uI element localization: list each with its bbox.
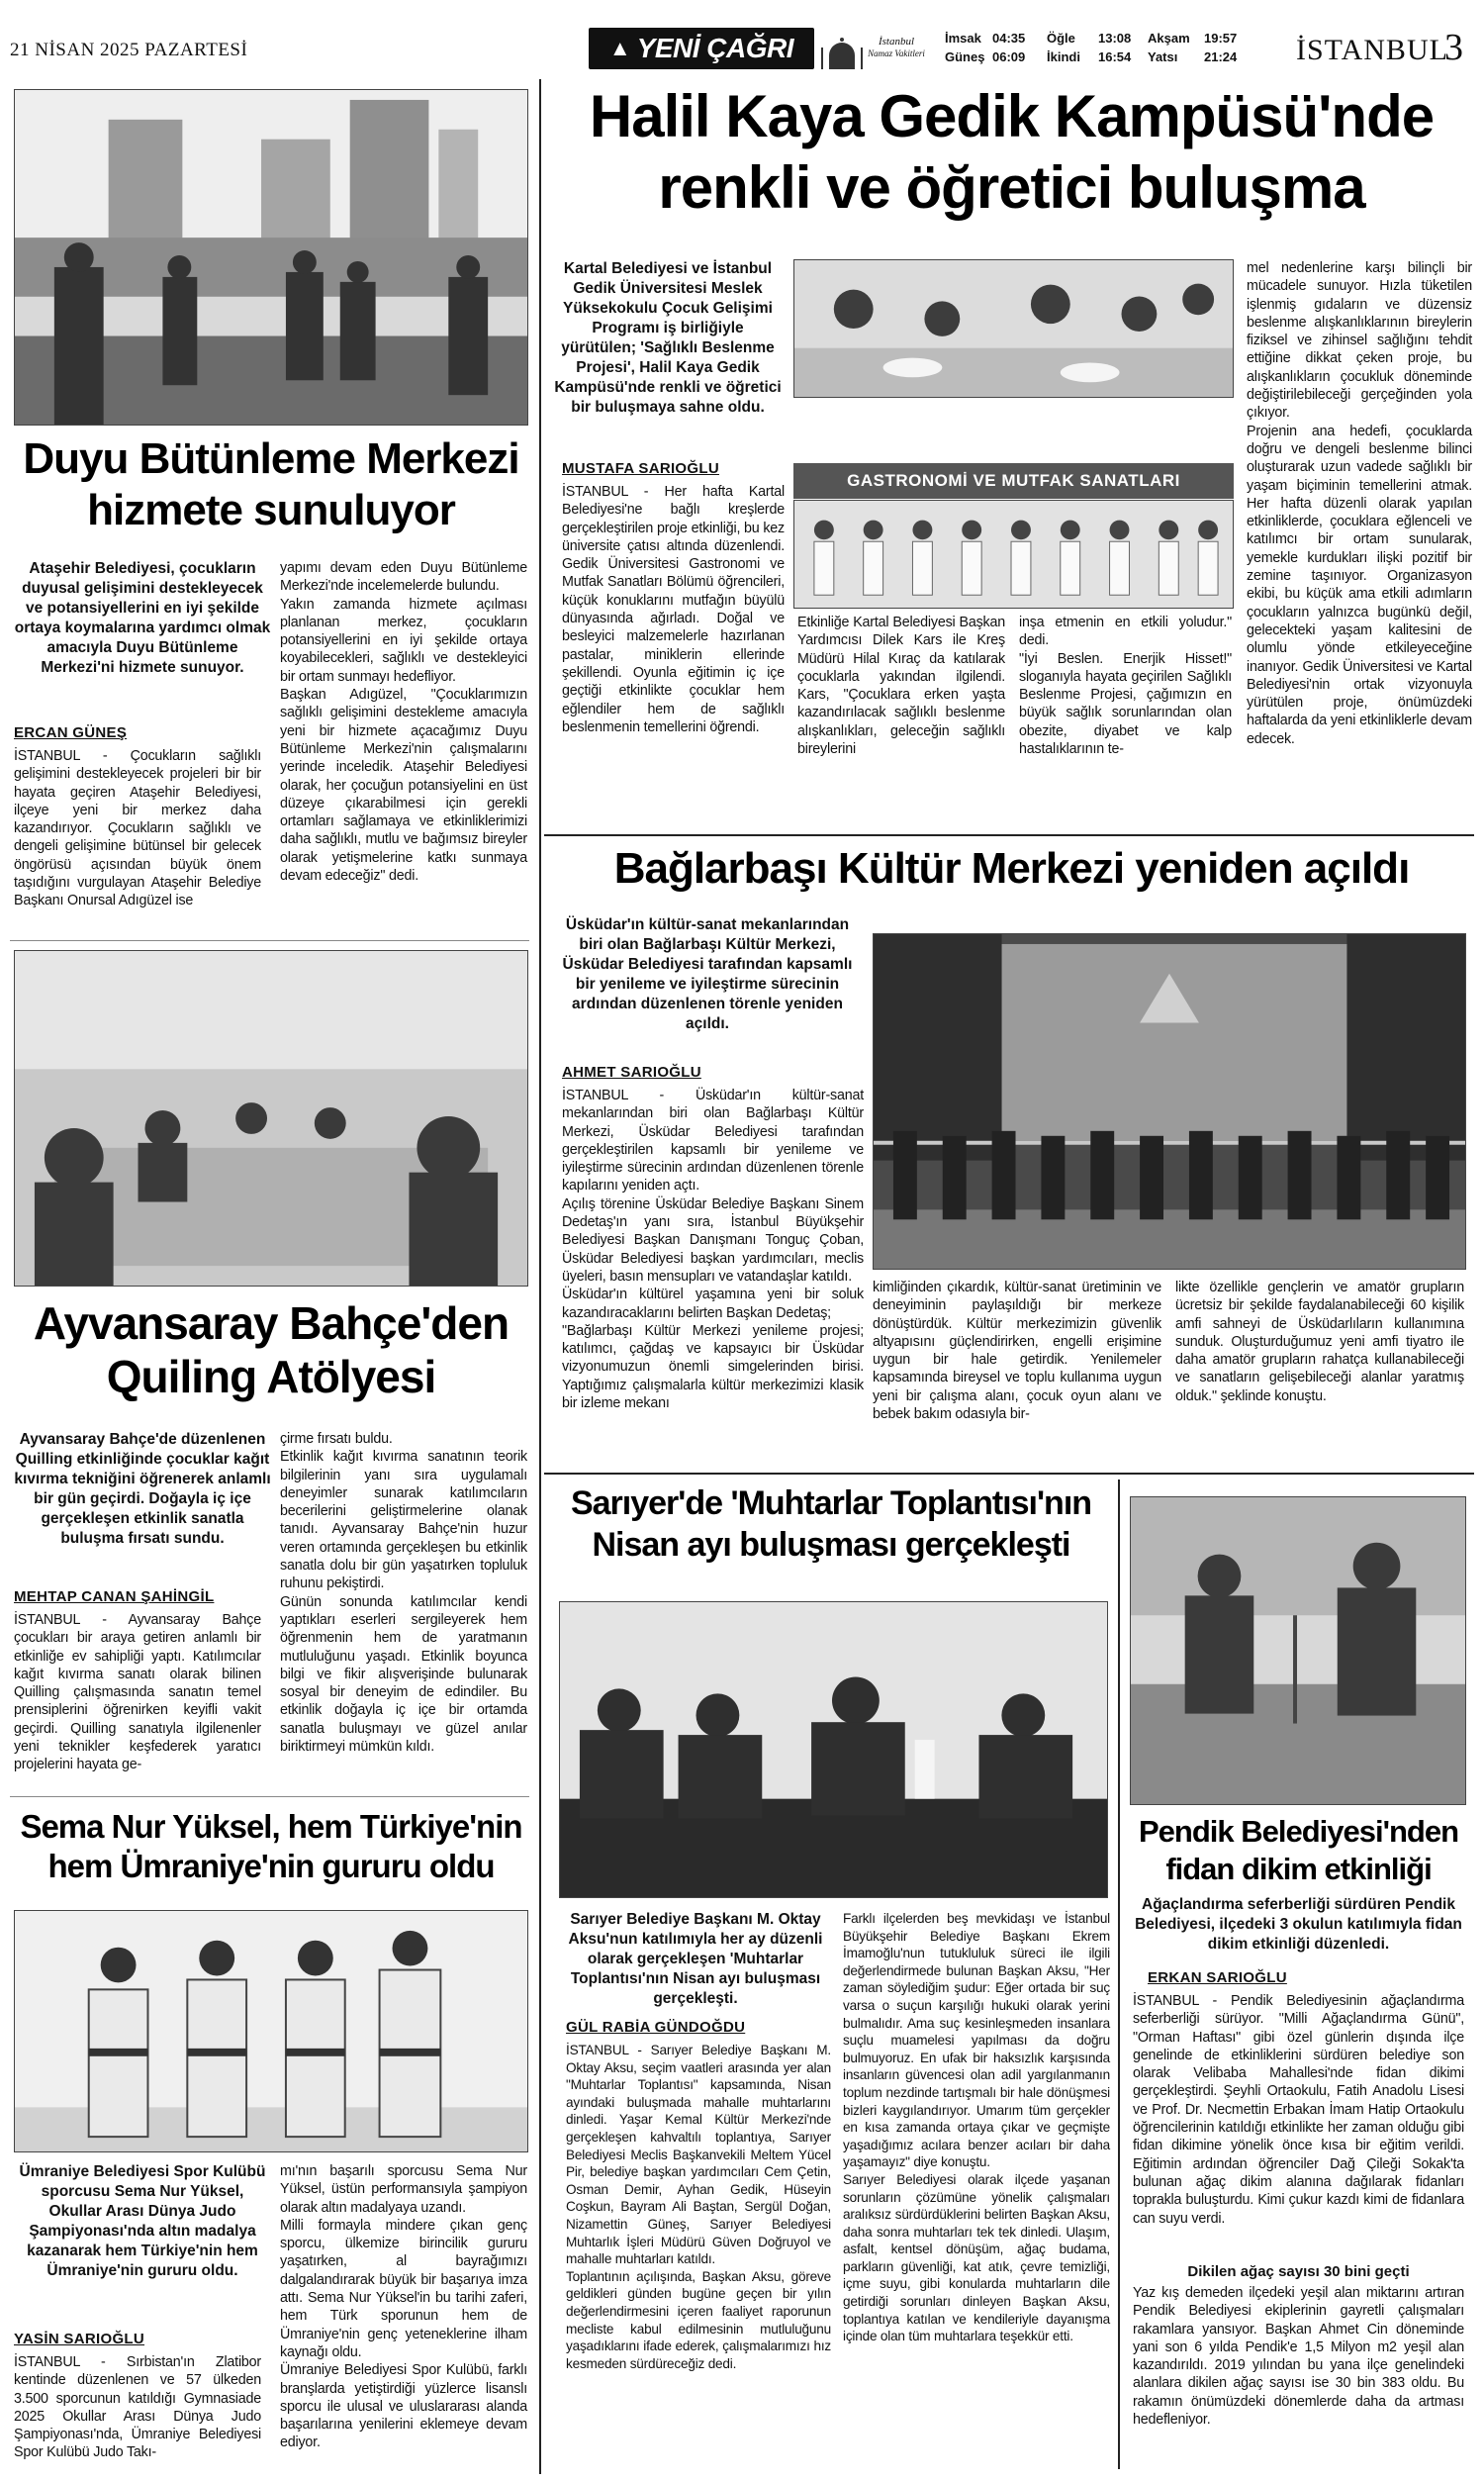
prayer-brand: İstanbul Namaz Vakitleri <box>868 36 925 58</box>
prayer-name: Güneş <box>945 49 985 64</box>
article-body: mel nedenlerine karşı bilinçli bir mücadele sunuyor. Hızla tüketilen işlenmiş gıdaların ve düzensiz beslenme alışkanlıklarının bireylerin fiziksel ve zihinsel sağlığını tehdit ettiğine dikkat çeken proje, bu alışkanlıkların çocukluk döneminde değiştirilebileceği gerçeğinden yola çıkıyor. Projenin ana hedefi, çocuklarda doğru ve dengeli beslenme bilinci oluşturarak uzun vadede sağlıklı bir yaşam biçiminin temellerini atmak. Her hafta düzenli olarak yapılan etkinliklerde, çocuklara eğlenceli ve katılımcı bir ortam sunularak, yemekle kurdukları ilişki pozitif bir zemine taşınıyor. Organizasyon ekibi, bu küçük ama etkili adımların çocukların yalnızca bugünkü değil, gelecekteki yaşam kalitesini de olumlu yönde etkileyeceğine inanıyor. Gedik Üniversitesi ve Kartal Belediyesi'nin ortak vizyonuyla yürütülen proje, önümüzdeki haftalarda da yeni etkinliklerle devam edecek. <box>1247 260 1472 747</box>
article-body: Yaz kış demeden ilçedeki yeşil alan miktarını artıran Pendik Belediyesi ekiplerinin gayretli çalışmaları rakamlara yansıyor. Başkan Ahmet Cin döneminde yani son 6 yılda Pendik'e 1,5 Milyon m2 yeşil alan kazandırıldı. 2019 yılından bu yana ilçe genelindeki alanlara dikilen ağaç sayısı ise 30 bin 383 oldu. Bu rakamın önümüzdeki dönemlerde daha da artması hedefleniyor. <box>1133 2285 1464 2429</box>
logo-text: YENİ ÇAĞRI <box>636 33 794 63</box>
article-body: inşa etmenin en etkili yoludur." dedi. "İyi Beslen. Enerjik Hisset!" sloganıyla hayata geçirilen Sağlıklı Beslenme Projesi, çağımızın en büyük sağlık sorunlarından olan obezite, diyabet ve kalp hastalıklarının te- <box>1019 615 1232 758</box>
headline: Pendik Belediyesi'nden fidan dikim etkinliği <box>1138 1814 1459 1886</box>
article-lead: Ayvansaray Bahçe'de düzenlenen Quilling etkinliğinde çocuklar kağıt kıvırma tekniğini öğrenerek anlamlı bir gün geçirdi. Doğayla iç içe gerçekleşen etkinlik sanatla buluşma fırsatı sundu. <box>14 1431 271 1547</box>
headline: Duyu Bütünleme Merkezi hizmete sunuluyor <box>23 434 519 534</box>
headline: Ayvansaray Bahçe'den Quiling Atölyesi <box>33 1297 510 1402</box>
article-body: İSTANBUL - Sarıyer Belediye Başkanı M. Oktay Aksu, seçim vaatleri arasında yer alan "Muhtarlar Toplantısı" kapsamında, Nisan ayındaki buluşmada mahalle muhtarlarını dinledi. Yaşar Kemal Kültür Merkezi'nde gerçekleşen kahvaltılı toplantıya, Sarıyer Belediyesi Meclis Başkanvekili Meltem Yücel Pir, belediye başkan yardımcıları Cem Çetin, Osman Demir, Ayhan Gedik, Hüseyin Coşkun, Bayram Ali Baştan, Sergül Doğan, Nizamettin Güneş, Sarıyer Belediyesi Muhtarlık İşleri Müdürü Güven Doğruyol ve mahalle muhtarları katıldı. Toplantının açılışında, Başkan Aksu, göreve geldikleri günden bugüne geçen bir yılın değerlendirmesini içeren faaliyet raporunun mecliste kabul edilmesinin mutluluğunu yaşadıklarını ifade ederek, çalışmalarımızı hız kesmeden sürdüreceğiz dedi. <box>566 2043 831 2371</box>
byline: ERCAN GÜNEŞ <box>14 724 128 741</box>
article-body: çirme fırsatı buldu. Etkinlik kağıt kıvırma sanatının teorik bilgilerinin yanı sıra uygulamalı deneyimler sunarak katılımcıların becerilerini geliştirmelerine olanak tanıdı. Ayvansaray Bahçe'nin huzur veren ortamında gerçekleşen bu etkinlik sanatla dolu bir gün yaşatırken topluluk ruhunu pekiştirdi. Günün sonunda katılımcılar kendi yaptıkları eserleri sergileyerek hem öğrenmenin hem de yaratmanın mutluluğunu yaşadı. Etkinlik boyunca bilgi ve fikir alışverişinde bulunarak sosyal bir deneyim de edindiler. Bu etkinlik doğayla iç içe bir ortamda sanatla buluşmayı ve güzel anılar biriktirmeyi mümkün kıldı. <box>280 1431 527 1756</box>
article-lead: Ümraniye Belediyesi Spor Kulübü sporcusu Sema Nur Yüksel, Okullar Arası Dünya Judo Şampiyonası'nda altın madalya kazanarak hem Türkiye'nin hem Ümraniye'nin gururu oldu. <box>19 2163 266 2279</box>
section-name: İSTANBUL <box>1296 34 1448 66</box>
article-body: mı'nın başarılı sporcusu Sema Nur Yüksel, üstün performansıyla şampiyon olarak altın madalyaya uzandı. Milli formayla mindere çıkan genç sporcu, ülkemize birincilik gururu yaşatırken, al bayrağımızı dalgalandırarak büyük bir başarıya imza attı. Sema Nur Yüksel'in bu tarihi zaferi, hem Türk sporunun hem de Ümraniye'nin genç yeteneklerine ilham kaynağı oldu. Ümraniye Belediyesi Spor Kulübü, farklı branşlarda yetiştirdiği yüzlerce lisanslı sporcu ile ulusal ve uluslararası alanda başarılarına yenilerini eklemeye devam ediyor. <box>280 2163 527 2451</box>
prayer-name: Öğle <box>1047 31 1075 46</box>
prayer-time: 19:57 <box>1204 31 1238 46</box>
banner-sign <box>793 463 1234 499</box>
headline: Halil Kaya Gedik Kampüsü'nde renkli ve öğretici buluşma <box>589 83 1435 221</box>
byline: GÜL RABİA GÜNDOĞDU <box>566 2019 746 2036</box>
masthead <box>0 0 1484 69</box>
article-body: İSTANBUL - Üsküdar'ın kültür-sanat mekanlarından biri olan Bağlarbaşı Kültür Merkezi, Üsküdar Belediyesi tarafından gerçekleştirilen kapsamlı bir yenileme ve iyileştirme sürecinin ardından düzenlenen törenle kapılarını yeniden açtı. Açılış törenine Üsküdar Belediye Başkanı Sinem Dedetaş'ın yanı sıra, İstanbul Büyükşehir Belediyesi Başkan Danışmanı Tonguç Çoban, Üsküdar Belediyesi başkan yardımcıları, meclis üyeleri, basın mensupları ve vatandaşlar katıldı. Üsküdar'ın kültürel yaşamına yeni bir soluk kazandıracaklarını belirten Başkan Dedetaş; "Bağlarbaşı Kültür Merkezi yenileme projesi; katılımcı, çağdaş ve kapsayıcı bir Üsküdar vizyonumuzun önemli simgelerinden birisi. Yaptığımız çalışmalarla kültür merkezimizi klasik bir izleme mekanı <box>562 1088 864 1412</box>
prayer-time: 06:09 <box>992 49 1026 64</box>
row-rule <box>544 834 1474 836</box>
article-body: İSTANBUL - Sırbistan'ın Zlatibor kentinde düzenlenen ve 57 ülkeden 3.500 sporcunun katıldığı Gymnasiade 2025 Okullar Arası Dünya Judo Şampiyonası'nda, Ümraniye Belediyesi Spor Kulübü Judo Takı- <box>14 2354 261 2461</box>
byline: ERKAN SARIOĞLU <box>1148 1969 1287 1986</box>
prayer-time: 16:54 <box>1098 49 1132 64</box>
logo-icon: ▲ <box>608 36 631 60</box>
article-photo <box>793 259 1234 398</box>
page-number: 3 <box>1444 27 1463 68</box>
column-rule <box>539 79 541 2474</box>
article-photo <box>873 933 1466 1270</box>
prayer-time: 04:35 <box>992 31 1026 46</box>
article-body: İSTANBUL - Her hafta Kartal Belediyesi'ne bağlı kreşlerde gerçekleştirilen proje etkinliği, bu kez üniversite çatısı altında düzenlendi. Gedik Üniversitesi Gastronomi ve Mutfak Sanatları Bölümü öğrencileri, küçük konuklarını mutfağın büyülü dünyasında ağırladı. Doğal ve besleyici malzemelerle hazırlanan pastalar, miniklerin ellerinde şekillendi. Oyunla eğitimin iç içe geçtiği etkinlikte çocuklar hem eğlendiler hem de sağlıklı beslenmenin temellerini öğrendi. <box>562 484 785 735</box>
date-line: 21 NİSAN 2025 PAZARTESİ <box>10 40 248 60</box>
article-photo <box>14 89 528 426</box>
byline: MUSTAFA SARIOĞLU <box>562 460 719 477</box>
row-rule <box>544 1473 1474 1475</box>
prayer-time: 21:24 <box>1204 49 1238 64</box>
row-rule <box>10 940 529 941</box>
prayer-name: Yatsı <box>1148 49 1178 64</box>
article-photo <box>14 950 528 1287</box>
article-lead: Sarıyer Belediye Başkanı M. Oktay Aksu'nun katılımıyla her ay düzenli olarak gerçekleşen 'Muhtarlar Toplantısı'nın Nisan ayı buluşması gerçekleşti. <box>568 1911 823 2007</box>
prayer-name: Akşam <box>1148 31 1190 46</box>
subheadline: Dikilen ağaç sayısı 30 bini geçti <box>1187 2263 1410 2280</box>
article-body: İSTANBUL - Pendik Belediyesinin ağaçlandırma seferberliği sürüyor. "Milli Ağaçlandırma Günü", "Orman Haftası" gibi özel günlerin dışında ilçe genelinde de etkinliklerini sürdüren belediye son olarak Velibaba Mahallesi'nde fidan dikimi gerçekleştirdi. Şeyhli Ortaokulu, Fatih Anadolu Lisesi ve Prof. Dr. Necmettin Erbakan İmam Hatip Ortaokulu öğrencilerinin katıldığı etkinlikte her zaman olduğu gibi fidan dikimine yönelik önce kısa bir eğitim verildi. Eğitimin ardından öğrenciler Dağ Çileği Sokak'ta bulunan ağaç dikim alanına dağılarak fidanları toprakla buluşturdu. Kimi çukur kazdı kimi de fidanlara can suyu verdi. <box>1133 1993 1464 2227</box>
column-rule <box>1118 1480 1120 2469</box>
article-photo <box>14 1910 528 2152</box>
article-body: Farklı ilçelerden beş mevkidaşı ve İstanbul Büyükşehir Belediye Başkanı Ekrem İmamoğlu'nun tutukluluk süreci ile ilgili değerlendirmede bulunan Başkan Aksu, "Her zaman söylediğim şudur: Eğer ortada bir suç varsa o suçun karşılığı hukuki olarak yerini bulmalıdır. Ama suç kesinleşmeden insanlara suçlu muamelesi yapılması da doğru bulmuyoruz. En ufak bir haksızlık karşısında insanların güvencesi olan adil yargılanmanın toplum nezdinde tartışmalı bir hale dönüşmesi bizleri kaygılandırıyor. Umarım tüm gerçekler en kısa zamanda ortaya çıkar ve geçmişte yaşadığımız acılara benzer acıları bir daha yaşamayız" diye konuştu. Sarıyer Belediyesi olarak ilçede yaşanan sorunların çözümüne yönelik çalışmaları aralıksız sürdürdüklerini belirten Başkan Aksu, daha sonra muhtarları tek tek dinledi. Ulaşım, asfalt, kentsel dönüşüm, ağaç budama, parkların güvenliği, kat atık, çevre temizliği, içme suyu, gibi konularda muhtarların dile getirdiği sorunları dinleyen Başkan Aksu, toplantıya katılan ve kendileriyle dayanışma içinde olan tüm muhtarlara teşekkür etti. <box>843 1911 1110 2344</box>
article-lead: Kartal Belediyesi ve İstanbul Gedik Üniversitesi Meslek Yüksekokulu Çocuk Gelişimi Programı iş birliğiyle yürütülen; 'Sağlıklı Beslenme Projesi', Halil Kaya Gedik Kampüsü'nde renkli ve öğretici bir buluşmaya sahne oldu. <box>554 260 782 416</box>
article-body: yapımı devam eden Duyu Bütünleme Merkezi'nde incelemelerde bulundu. Yakın zamanda hizmete açılması planlanan merkez, çocukların potansiyellerini en iyi şekilde ortaya koyabilecekleri, sağlıklı ve destekleyici bir ortam sunmayı hedefliyor. Başkan Adıgüzel, "Çocuklarımızın sağlıklı gelişimini destekleme amacıyla yeni bir hizmete açacağımız Duyu Bütünleme Merkezi'nin çalışmalarını yerinde inceledik. Ataşehir Belediyesi olarak, her çocuğun potansiyelini en üst düzeye çıkarabilmesi için gerekli ortamları sağlamaya ve etkinliklerimizi daha sağlıklı, mutlu ve bağımsız bireyler olarak yetişmelerine katkı sunmaya devam edeceğiz" dedi. <box>280 560 527 885</box>
article-body: İSTANBUL - Çocukların sağlıklı gelişimini destekleyecek projeleri bir bir hayata geçiren Ataşehir Belediyesi, ilçeye yeni bir merkez daha kazandırıyor. Çocukların sağlıklı ve dengeli gelişimine bütünsel bir gelecek öngörüsü açısından büyük önem taşıdığını vurgulayan Ataşehir Belediye Başkanı Onursal Adıgüzel ise <box>14 748 261 909</box>
article-body: Etkinliğe Kartal Belediyesi Başkan Yardımcısı Dilek Kars ile Kreş Müdürü Hilal Kıraç da katılarak çocuklarla yakından ilgilendi. Kars, "Çocuklara erken yaşta kazandırılacak sağlıklı beslenme alışkanlıkları, geleceğin sağlıklı bireylerini <box>797 615 1005 758</box>
headline: Sema Nur Yüksel, hem Türkiye'nin hem Ümraniye'nin gururu oldu <box>20 1808 522 1884</box>
article-body: kimliğinden çıkardık, kültür-sanat üretiminin ve deneyiminin paylaşıldığı bir merkeze dönüştürdük. Kültür merkezimizin güvenlik altyapısını güçlendirirken, engelli erişimine uygun bir hale getirdik. Yenilemeler kapsamında bireysel ve toplu kullanıma uygun yeni bir çalışma alanı, çocuk oyun alanı ve bebek bakım odasıyla bir- <box>873 1280 1161 1423</box>
article-lead: Ağaçlandırma seferberliği sürdüren Pendik Belediyesi, ilçedeki 3 okulun katılımıyla fidan dikim etkinliği düzenledi. <box>1135 1896 1462 1953</box>
article-photo <box>793 500 1234 609</box>
headline: Sarıyer'de 'Muhtarlar Toplantısı'nın Nisan ayı buluşması gerçekleşti <box>570 1484 1092 1564</box>
newspaper-logo <box>589 28 814 69</box>
banner-text: GASTRONOMİ VE MUTFAK SANATLARI <box>847 471 1180 490</box>
prayer-name: İmsak <box>945 31 981 46</box>
article-photo <box>1130 1496 1466 1805</box>
byline: YASİN SARIOĞLU <box>14 2331 145 2347</box>
mosque-icon <box>817 26 867 69</box>
row-rule <box>10 1796 529 1797</box>
article-lead: Ataşehir Belediyesi, çocukların duyusal gelişimini destekleyecek ve potansiyellerini en iyi şekilde ortaya koymalarına yardımcı olmak amacıyla Duyu Bütünleme Merkezi'ni hizmete sunuyor. <box>14 560 271 676</box>
article-body: likte özellikle gençlerin ve amatör grupların ücretsiz bir şekilde faydalanabileceği 60 kişilik amfi sahneyi de Üsküdarlıların kullanımına sunduk. Oluşturduğumuz yeni amfi tiyatro ile daha amatör grupların rahatça kullanabileceği ve sanatların gelişebileceği alanlar yaratmış olduk." şeklinde konuştu. <box>1175 1280 1464 1404</box>
prayer-name: İkindi <box>1047 49 1080 64</box>
prayer-times <box>945 30 1252 69</box>
byline: MEHTAP CANAN ŞAHİNGİL <box>14 1588 215 1605</box>
article-lead: Üsküdar'ın kültür-sanat mekanlarından biri olan Bağlarbaşı Kültür Merkezi, Üsküdar Belediyesi tarafından kapsamlı bir yenileme ve iyileştirme sürecinin ardından düzenlenen törenle yeniden açıldı. <box>562 916 853 1032</box>
article-body: İSTANBUL - Ayvansaray Bahçe çocukları bir araya getiren anlamlı bir etkinliğe ev sahipliği yaptı. Katılımcılar kağıt kıvırma sanatı olarak bilinen Quilling çalışmasında sanatın temel prensiplerini öğrenirken keyifli vakit geçirdi. Quilling sanatıyla ilgilenenler yeni teknikler keşfederek yaratıcı projelerini hayata ge- <box>14 1612 261 1773</box>
byline: AHMET SARIOĞLU <box>562 1064 701 1081</box>
article-photo <box>559 1601 1108 1898</box>
prayer-time: 13:08 <box>1098 31 1132 46</box>
headline: Bağlarbaşı Kültür Merkezi yeniden açıldı <box>613 844 1410 893</box>
